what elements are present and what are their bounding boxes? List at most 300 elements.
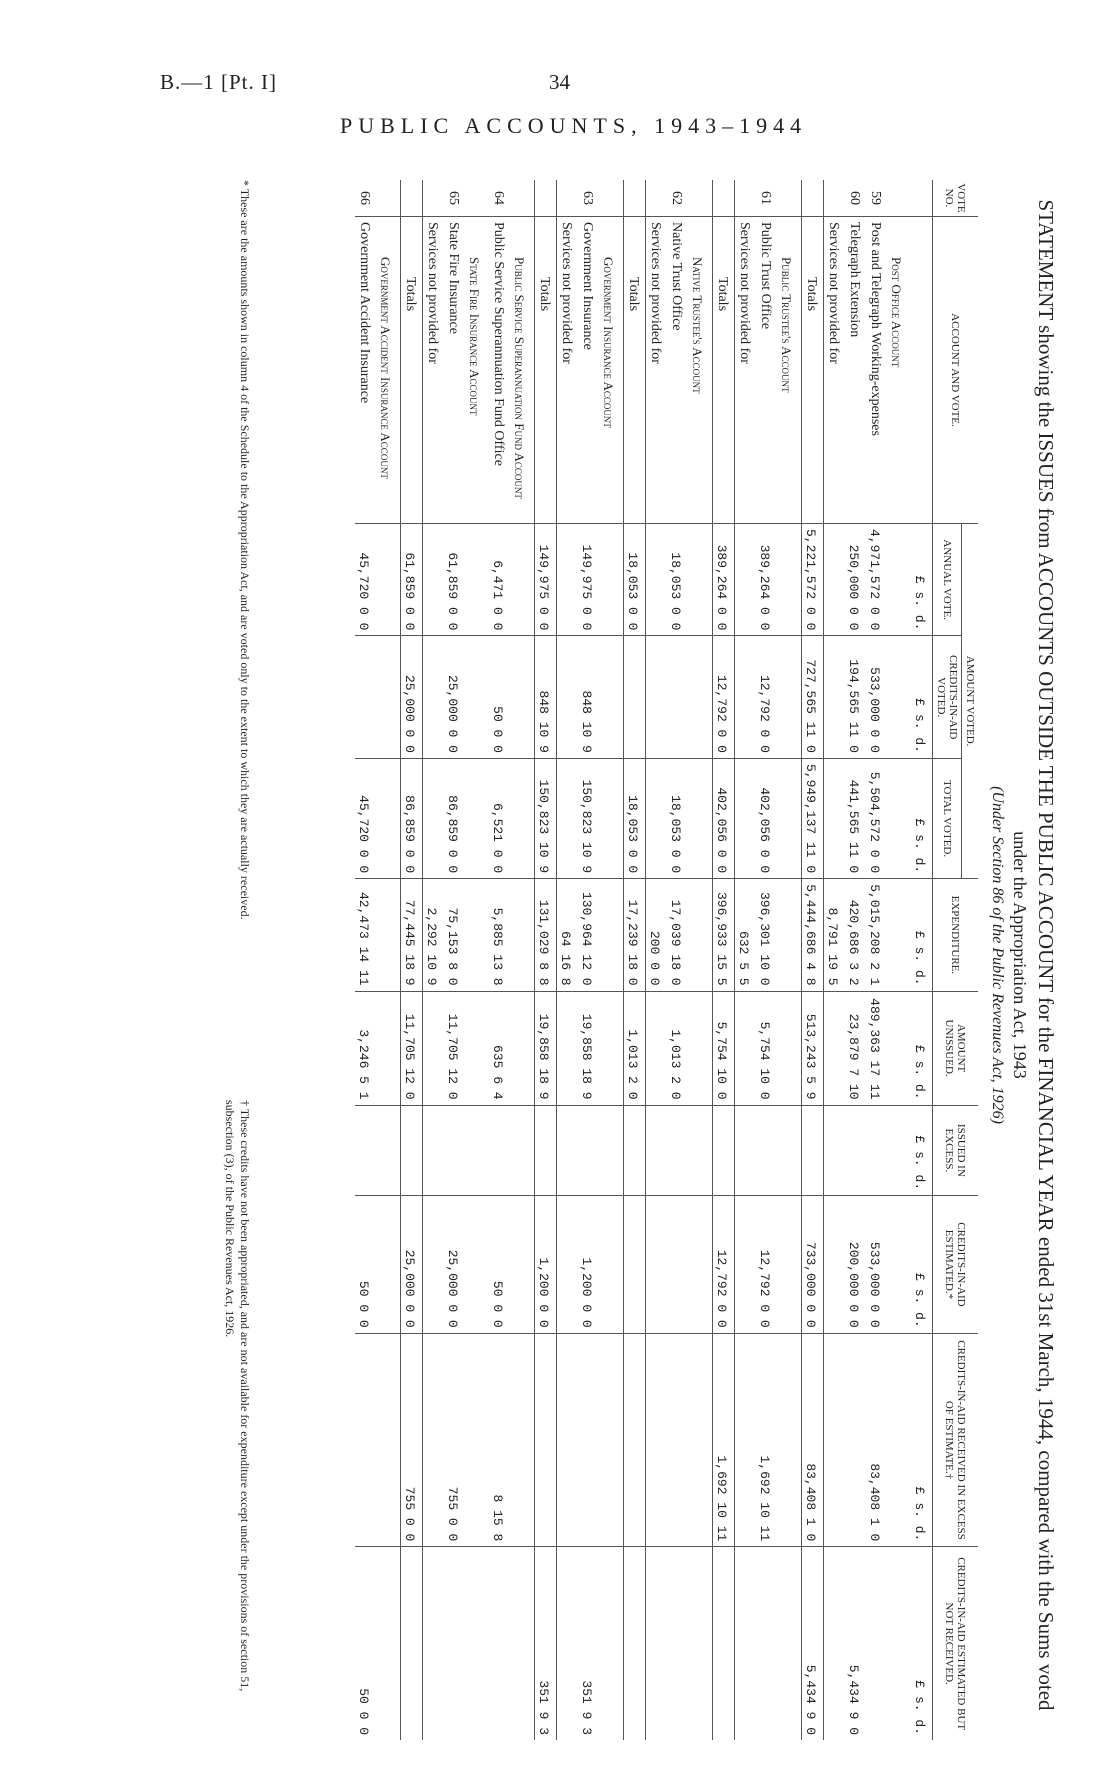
vote-name: Public Trust Office — [756, 217, 777, 524]
cell-estimated — [667, 1196, 688, 1334]
cell-notreceived — [510, 1547, 535, 1740]
cell-estimated — [510, 1196, 535, 1334]
cell-annual — [646, 524, 668, 636]
cell-received — [557, 1333, 579, 1547]
cell-notreceived — [423, 1547, 445, 1740]
cell-credits — [777, 636, 802, 759]
cell-credits — [735, 636, 757, 759]
cell-received: 1,692 10 11 — [756, 1333, 777, 1547]
table-row — [444, 180, 465, 1740]
cell-received: 755 0 0 — [401, 1333, 423, 1547]
cell-annual: 6,471 0 0 — [489, 524, 510, 636]
cell-credits: 727,565 11 0 — [802, 636, 824, 759]
totals-row — [713, 180, 735, 1740]
cell-received — [824, 1333, 846, 1547]
vote-number — [557, 180, 579, 217]
vote-number — [646, 180, 668, 217]
cell-credits: 12,792 0 0 — [713, 636, 735, 759]
cell-total — [777, 758, 802, 878]
vote-number — [802, 180, 824, 217]
cell-estimated: 12,792 0 0 — [756, 1196, 777, 1334]
cell-annual: 4,971,572 0 0 — [866, 524, 887, 636]
cell-credits: 533,000 0 0 — [866, 636, 887, 759]
vote-name: Services not provided for — [557, 217, 579, 524]
cell-received — [624, 1333, 646, 1547]
account-heading: Native Trustee's Account — [688, 217, 713, 524]
col-account: ACCOUNT AND VOTE. — [933, 217, 979, 524]
cell-excess — [355, 1105, 376, 1196]
cell-notreceived — [667, 1547, 688, 1740]
cell-unissued — [824, 991, 846, 1105]
unit-label: £ s. d. — [911, 1333, 933, 1547]
table-row — [845, 180, 866, 1740]
cell-expenditure: 5,015,208 2 1 — [866, 879, 887, 991]
cell-estimated — [777, 1196, 802, 1334]
vote-number: 63 — [580, 191, 595, 205]
cell-excess — [624, 1105, 646, 1196]
cell-received: 83,408 1 0 — [866, 1333, 887, 1547]
table-row — [355, 180, 376, 1740]
issues-table — [355, 180, 978, 1740]
cell-total: 5,504,572 0 0 — [866, 758, 887, 878]
vote-number: 59 — [868, 191, 883, 205]
cell-total — [887, 758, 911, 878]
cell-credits: 194,565 11 0 — [845, 636, 866, 759]
cell-estimated — [465, 1196, 489, 1334]
cell-annual: 61,859 0 0 — [444, 524, 465, 636]
col-expenditure: EXPENDITURE. — [933, 879, 979, 991]
totals-row — [624, 180, 646, 1740]
cell-total: 150,823 10 9 — [535, 758, 557, 878]
unit-label: £ s. d. — [911, 1547, 933, 1740]
col-amount-voted: AMOUNT VOTED. — [962, 524, 979, 879]
account-heading: Government Insurance Account — [599, 217, 624, 524]
cell-unissued: 23,879 7 10 — [845, 991, 866, 1105]
cell-expenditure: 17,239 18 0 — [624, 879, 646, 991]
cell-credits — [688, 636, 713, 759]
vote-number: 62 — [669, 191, 684, 205]
cell-received — [887, 1333, 911, 1547]
cell-expenditure — [688, 879, 713, 991]
cell-total: 86,859 0 0 — [401, 758, 423, 878]
cell-credits — [355, 636, 376, 759]
col-vote-no: VOTE NO. — [933, 180, 979, 217]
unit-label: £ s. d. — [911, 636, 933, 759]
cell-total — [465, 758, 489, 878]
cell-total: 45,720 0 0 — [355, 758, 376, 878]
cell-notreceived — [489, 1547, 510, 1740]
cell-excess — [887, 1105, 911, 1196]
cell-expenditure: 632 5 5 — [735, 879, 757, 991]
cell-annual — [557, 524, 579, 636]
cell-estimated — [624, 1196, 646, 1334]
cell-annual: 18,053 0 0 — [624, 524, 646, 636]
table-row — [646, 180, 668, 1740]
cell-estimated — [599, 1196, 624, 1334]
cell-expenditure — [510, 879, 535, 991]
cell-estimated: 12,792 0 0 — [713, 1196, 735, 1334]
cell-total: 18,053 0 0 — [624, 758, 646, 878]
col-total-voted: TOTAL VOTED. — [933, 758, 962, 878]
vote-name: Totals — [713, 217, 735, 524]
cell-excess — [489, 1105, 510, 1196]
account-heading: Public Service Superannuation Fund Account — [510, 217, 535, 524]
cell-unissued — [423, 991, 445, 1105]
cell-expenditure: 200 0 0 — [646, 879, 668, 991]
cell-unissued — [557, 991, 579, 1105]
cell-excess — [735, 1105, 757, 1196]
cell-credits — [824, 636, 846, 759]
cell-expenditure: 5,885 13 8 — [489, 879, 510, 991]
cell-annual: 250,000 0 0 — [845, 524, 866, 636]
cell-annual — [465, 524, 489, 636]
cell-credits — [465, 636, 489, 759]
col-annual-vote: ANNUAL VOTE. — [933, 524, 962, 636]
cell-excess — [845, 1105, 866, 1196]
cell-estimated — [824, 1196, 846, 1334]
cell-excess — [713, 1105, 735, 1196]
cell-expenditure: 2,292 10 9 — [423, 879, 445, 991]
vote-number: 65 — [446, 191, 461, 205]
vote-number: 66 — [357, 191, 372, 205]
cell-notreceived: 50 0 0 — [355, 1547, 376, 1740]
cell-notreceived — [557, 1547, 579, 1740]
cell-unissued — [646, 991, 668, 1105]
cell-excess — [667, 1105, 688, 1196]
cell-received: 1,692 10 11 — [713, 1333, 735, 1547]
account-heading: Public Trustee's Account — [777, 217, 802, 524]
vote-number: 61 — [758, 191, 773, 205]
cell-unissued: 11,705 12 0 — [401, 991, 423, 1105]
cell-notreceived: 5,434 9 0 — [845, 1547, 866, 1740]
totals-row — [535, 180, 557, 1740]
cell-estimated — [376, 1196, 401, 1334]
cell-received — [423, 1333, 445, 1547]
cell-notreceived — [465, 1547, 489, 1740]
vote-name: Telegraph Extension — [845, 217, 866, 524]
cell-received — [510, 1333, 535, 1547]
cell-excess — [376, 1105, 401, 1196]
cell-expenditure — [465, 879, 489, 991]
cell-estimated: 25,000 0 0 — [444, 1196, 465, 1334]
unit-label: £ s. d. — [911, 758, 933, 878]
section-heading-row — [465, 180, 489, 1740]
cell-received: 8 15 8 — [489, 1333, 510, 1547]
cell-estimated — [735, 1196, 757, 1334]
cell-annual: 149,975 0 0 — [535, 524, 557, 636]
cell-estimated: 1,200 0 0 — [578, 1196, 599, 1334]
cell-unissued: 11,705 12 0 — [444, 991, 465, 1105]
cell-estimated: 25,000 0 0 — [401, 1196, 423, 1334]
section-heading-row — [510, 180, 535, 1740]
vote-name: Services not provided for — [423, 217, 445, 524]
cell-unissued — [376, 991, 401, 1105]
cell-unissued: 5,754 10 0 — [756, 991, 777, 1105]
cell-estimated — [557, 1196, 579, 1334]
page-number: 34 — [549, 70, 570, 94]
cell-credits: 25,000 0 0 — [401, 636, 423, 759]
cell-total: 5,949,137 11 0 — [802, 758, 824, 878]
table-row — [866, 180, 887, 1740]
cell-unissued: 635 6 4 — [489, 991, 510, 1105]
cell-credits: 50 0 0 — [489, 636, 510, 759]
cell-expenditure: 64 16 8 — [557, 879, 579, 991]
totals-row — [401, 180, 423, 1740]
cell-annual: 149,975 0 0 — [578, 524, 599, 636]
cell-credits: 848 10 9 — [535, 636, 557, 759]
cell-credits: 25,000 0 0 — [444, 636, 465, 759]
cell-excess — [866, 1105, 887, 1196]
cell-notreceived — [599, 1547, 624, 1740]
section-heading-row — [688, 180, 713, 1740]
cell-unissued — [887, 991, 911, 1105]
cell-credits — [667, 636, 688, 759]
cell-estimated: 50 0 0 — [355, 1196, 376, 1334]
vote-number — [624, 180, 646, 217]
cell-notreceived — [887, 1547, 911, 1740]
cell-total — [824, 758, 846, 878]
cell-excess — [777, 1105, 802, 1196]
cell-annual: 61,859 0 0 — [401, 524, 423, 636]
cell-credits: 12,792 0 0 — [756, 636, 777, 759]
table-row — [557, 180, 579, 1740]
document-reference: B.—1 [Pt. I] — [160, 70, 277, 94]
vote-number — [713, 180, 735, 217]
cell-excess — [465, 1105, 489, 1196]
cell-unissued: 19,858 18 9 — [578, 991, 599, 1105]
vote-name: Totals — [802, 217, 824, 524]
account-heading: Government Accident Insurance Account — [376, 217, 401, 524]
rotated-statement — [160, 160, 1060, 1750]
vote-number — [824, 180, 846, 217]
totals-row — [802, 180, 824, 1740]
cell-notreceived — [688, 1547, 713, 1740]
cell-received — [599, 1333, 624, 1547]
cell-credits — [599, 636, 624, 759]
cell-received — [735, 1333, 757, 1547]
cell-credits — [646, 636, 668, 759]
table-row — [735, 180, 757, 1740]
cell-notreceived — [866, 1547, 887, 1740]
cell-excess — [646, 1105, 668, 1196]
cell-expenditure: 75,153 8 0 — [444, 879, 465, 991]
cell-estimated — [423, 1196, 445, 1334]
cell-unissued: 489,363 17 11 — [866, 991, 887, 1105]
vote-number — [688, 180, 713, 217]
vote-number — [535, 180, 557, 217]
cell-estimated — [887, 1196, 911, 1334]
cell-notreceived — [646, 1547, 668, 1740]
cell-expenditure: 130,964 12 0 — [578, 879, 599, 991]
cell-estimated: 200,000 0 0 — [845, 1196, 866, 1334]
cell-estimated: 533,000 0 0 — [866, 1196, 887, 1334]
cell-total: 402,056 0 0 — [713, 758, 735, 878]
cell-excess — [824, 1105, 846, 1196]
cell-notreceived — [401, 1547, 423, 1740]
cell-annual: 5,221,572 0 0 — [802, 524, 824, 636]
cell-excess — [510, 1105, 535, 1196]
cell-annual — [510, 524, 535, 636]
cell-expenditure: 5,444,686 4 8 — [802, 879, 824, 991]
cell-unissued — [510, 991, 535, 1105]
cell-annual: 389,264 0 0 — [756, 524, 777, 636]
cell-notreceived: 351 9 3 — [578, 1547, 599, 1740]
cell-excess — [802, 1105, 824, 1196]
cell-expenditure — [376, 879, 401, 991]
cell-credits — [557, 636, 579, 759]
vote-number — [423, 180, 445, 217]
cell-notreceived — [444, 1547, 465, 1740]
cell-total — [557, 758, 579, 878]
unit-label: £ s. d. — [911, 1196, 933, 1334]
cell-annual: 45,720 0 0 — [355, 524, 376, 636]
vote-name: Services not provided for — [824, 217, 846, 524]
footnote-star: * These are the amounts shown in column 4 of the Schedule to the Appropriation Act, and are voted only to the extent to which they are actually received. — [238, 180, 252, 920]
vote-number: 64 — [491, 191, 506, 205]
cell-unissued — [688, 991, 713, 1105]
cell-received — [845, 1333, 866, 1547]
cell-excess — [578, 1105, 599, 1196]
cell-notreceived: 351 9 3 — [535, 1547, 557, 1740]
vote-name: Post and Telegraph Working-expenses — [866, 217, 887, 524]
section-heading-row — [599, 180, 624, 1740]
cell-notreceived: 5,434 9 0 — [802, 1547, 824, 1740]
cell-excess — [599, 1105, 624, 1196]
cell-annual: 389,264 0 0 — [713, 524, 735, 636]
statement-authority: (Under Section 86 of the Public Revenues Act, 1926) — [989, 786, 1006, 1124]
vote-number — [735, 180, 757, 217]
vote-number — [510, 180, 535, 217]
cell-total — [376, 758, 401, 878]
section-heading-row — [887, 180, 911, 1740]
account-heading: State Fire Insurance Account — [465, 217, 489, 524]
cell-notreceived — [376, 1547, 401, 1740]
statement-title: STATEMENT showing the ISSUES from ACCOUNTS OUTSIDE THE PUBLIC ACCOUNT for the FINANCIAL YEAR ended 31st March, 1944, compared with the Sums voted — [1034, 199, 1058, 1711]
cell-total — [688, 758, 713, 878]
account-heading: Post Office Account — [887, 217, 911, 524]
unit-label: £ s. d. — [911, 524, 933, 636]
cell-received — [465, 1333, 489, 1547]
cell-unissued — [777, 991, 802, 1105]
cell-estimated — [688, 1196, 713, 1334]
cell-total — [735, 758, 757, 878]
table-row — [489, 180, 510, 1740]
cell-expenditure — [777, 879, 802, 991]
cell-unissued — [735, 991, 757, 1105]
footnote-dagger: † These credits have not been appropriated, and are not available for expenditure except under the provisions of section 51, subsection (3), of the Public Revenues Act, 1926. — [223, 1100, 252, 1692]
cell-unissued — [599, 991, 624, 1105]
unit-label: £ s. d. — [911, 991, 933, 1105]
cell-received — [535, 1333, 557, 1547]
cell-unissued: 5,754 10 0 — [713, 991, 735, 1105]
statement-subtitle: under the Appropriation Act, 1943 — [1010, 831, 1030, 1079]
col-unissued: AMOUNT UNISSUED. — [933, 991, 979, 1105]
running-title: PUBLIC ACCOUNTS, 1943–1944 — [340, 113, 808, 138]
cell-notreceived — [624, 1547, 646, 1740]
cell-excess — [423, 1105, 445, 1196]
cell-received — [376, 1333, 401, 1547]
vote-number — [887, 180, 911, 217]
cell-excess — [401, 1105, 423, 1196]
vote-name: Services not provided for — [646, 217, 668, 524]
cell-expenditure: 396,301 10 0 — [756, 879, 777, 991]
cell-annual — [887, 524, 911, 636]
cell-estimated: 733,000 0 0 — [802, 1196, 824, 1334]
cell-total: 441,565 11 0 — [845, 758, 866, 878]
cell-received — [578, 1333, 599, 1547]
cell-notreceived — [824, 1547, 846, 1740]
section-heading-row — [777, 180, 802, 1740]
col-credits-estimated: CREDITS-IN-AID ESTIMATED.* — [933, 1196, 979, 1334]
cell-expenditure: 420,686 3 2 — [845, 879, 866, 991]
cell-notreceived — [735, 1547, 757, 1740]
cell-expenditure — [887, 879, 911, 991]
cell-total: 6,521 0 0 — [489, 758, 510, 878]
vote-name: Totals — [401, 217, 423, 524]
cell-unissued — [465, 991, 489, 1105]
cell-total — [510, 758, 535, 878]
table-body — [355, 180, 911, 1740]
vote-number — [777, 180, 802, 217]
cell-excess — [688, 1105, 713, 1196]
cell-annual — [376, 524, 401, 636]
cell-credits — [510, 636, 535, 759]
cell-credits — [624, 636, 646, 759]
cell-total: 402,056 0 0 — [756, 758, 777, 878]
vote-number — [599, 180, 624, 217]
cell-total — [599, 758, 624, 878]
cell-expenditure: 42,473 14 11 — [355, 879, 376, 991]
cell-unissued: 3,246 5 1 — [355, 991, 376, 1105]
table-row — [578, 180, 599, 1740]
col-excess: ISSUED IN EXCESS. — [933, 1105, 979, 1196]
vote-name: Totals — [535, 217, 557, 524]
cell-received — [355, 1333, 376, 1547]
cell-total: 150,823 10 9 — [578, 758, 599, 878]
cell-excess — [756, 1105, 777, 1196]
cell-unissued: 1,013 2 0 — [624, 991, 646, 1105]
cell-annual: 18,053 0 0 — [667, 524, 688, 636]
cell-credits: 848 10 9 — [578, 636, 599, 759]
cell-received — [777, 1333, 802, 1547]
col-credits-not-received: CREDITS-IN-AID ESTIMATED BUT NOT RECEIVED. — [933, 1547, 979, 1740]
vote-name: Government Accident Insurance — [355, 217, 376, 524]
cell-unissued: 1,013 2 0 — [667, 991, 688, 1105]
unit-label: £ s. d. — [911, 879, 933, 991]
cell-annual — [824, 524, 846, 636]
cell-estimated — [646, 1196, 668, 1334]
vote-name: Government Insurance — [578, 217, 599, 524]
cell-annual — [599, 524, 624, 636]
cell-estimated: 50 0 0 — [489, 1196, 510, 1334]
vote-name: Public Service Superannuation Fund Office — [489, 217, 510, 524]
cell-excess — [444, 1105, 465, 1196]
vote-number — [376, 180, 401, 217]
vote-name: Totals — [624, 217, 646, 524]
cell-expenditure: 77,445 18 9 — [401, 879, 423, 991]
cell-unissued: 513,243 5 9 — [802, 991, 824, 1105]
cell-received: 83,408 1 0 — [802, 1333, 824, 1547]
cell-total: 86,859 0 0 — [444, 758, 465, 878]
cell-credits — [887, 636, 911, 759]
col-credits-voted: CREDITS-IN-AID VOTED. — [933, 636, 962, 759]
cell-annual — [735, 524, 757, 636]
vote-number — [401, 180, 423, 217]
cell-notreceived — [713, 1547, 735, 1740]
cell-expenditure: 396,933 15 5 — [713, 879, 735, 991]
table-row — [667, 180, 688, 1740]
cell-received — [667, 1333, 688, 1547]
